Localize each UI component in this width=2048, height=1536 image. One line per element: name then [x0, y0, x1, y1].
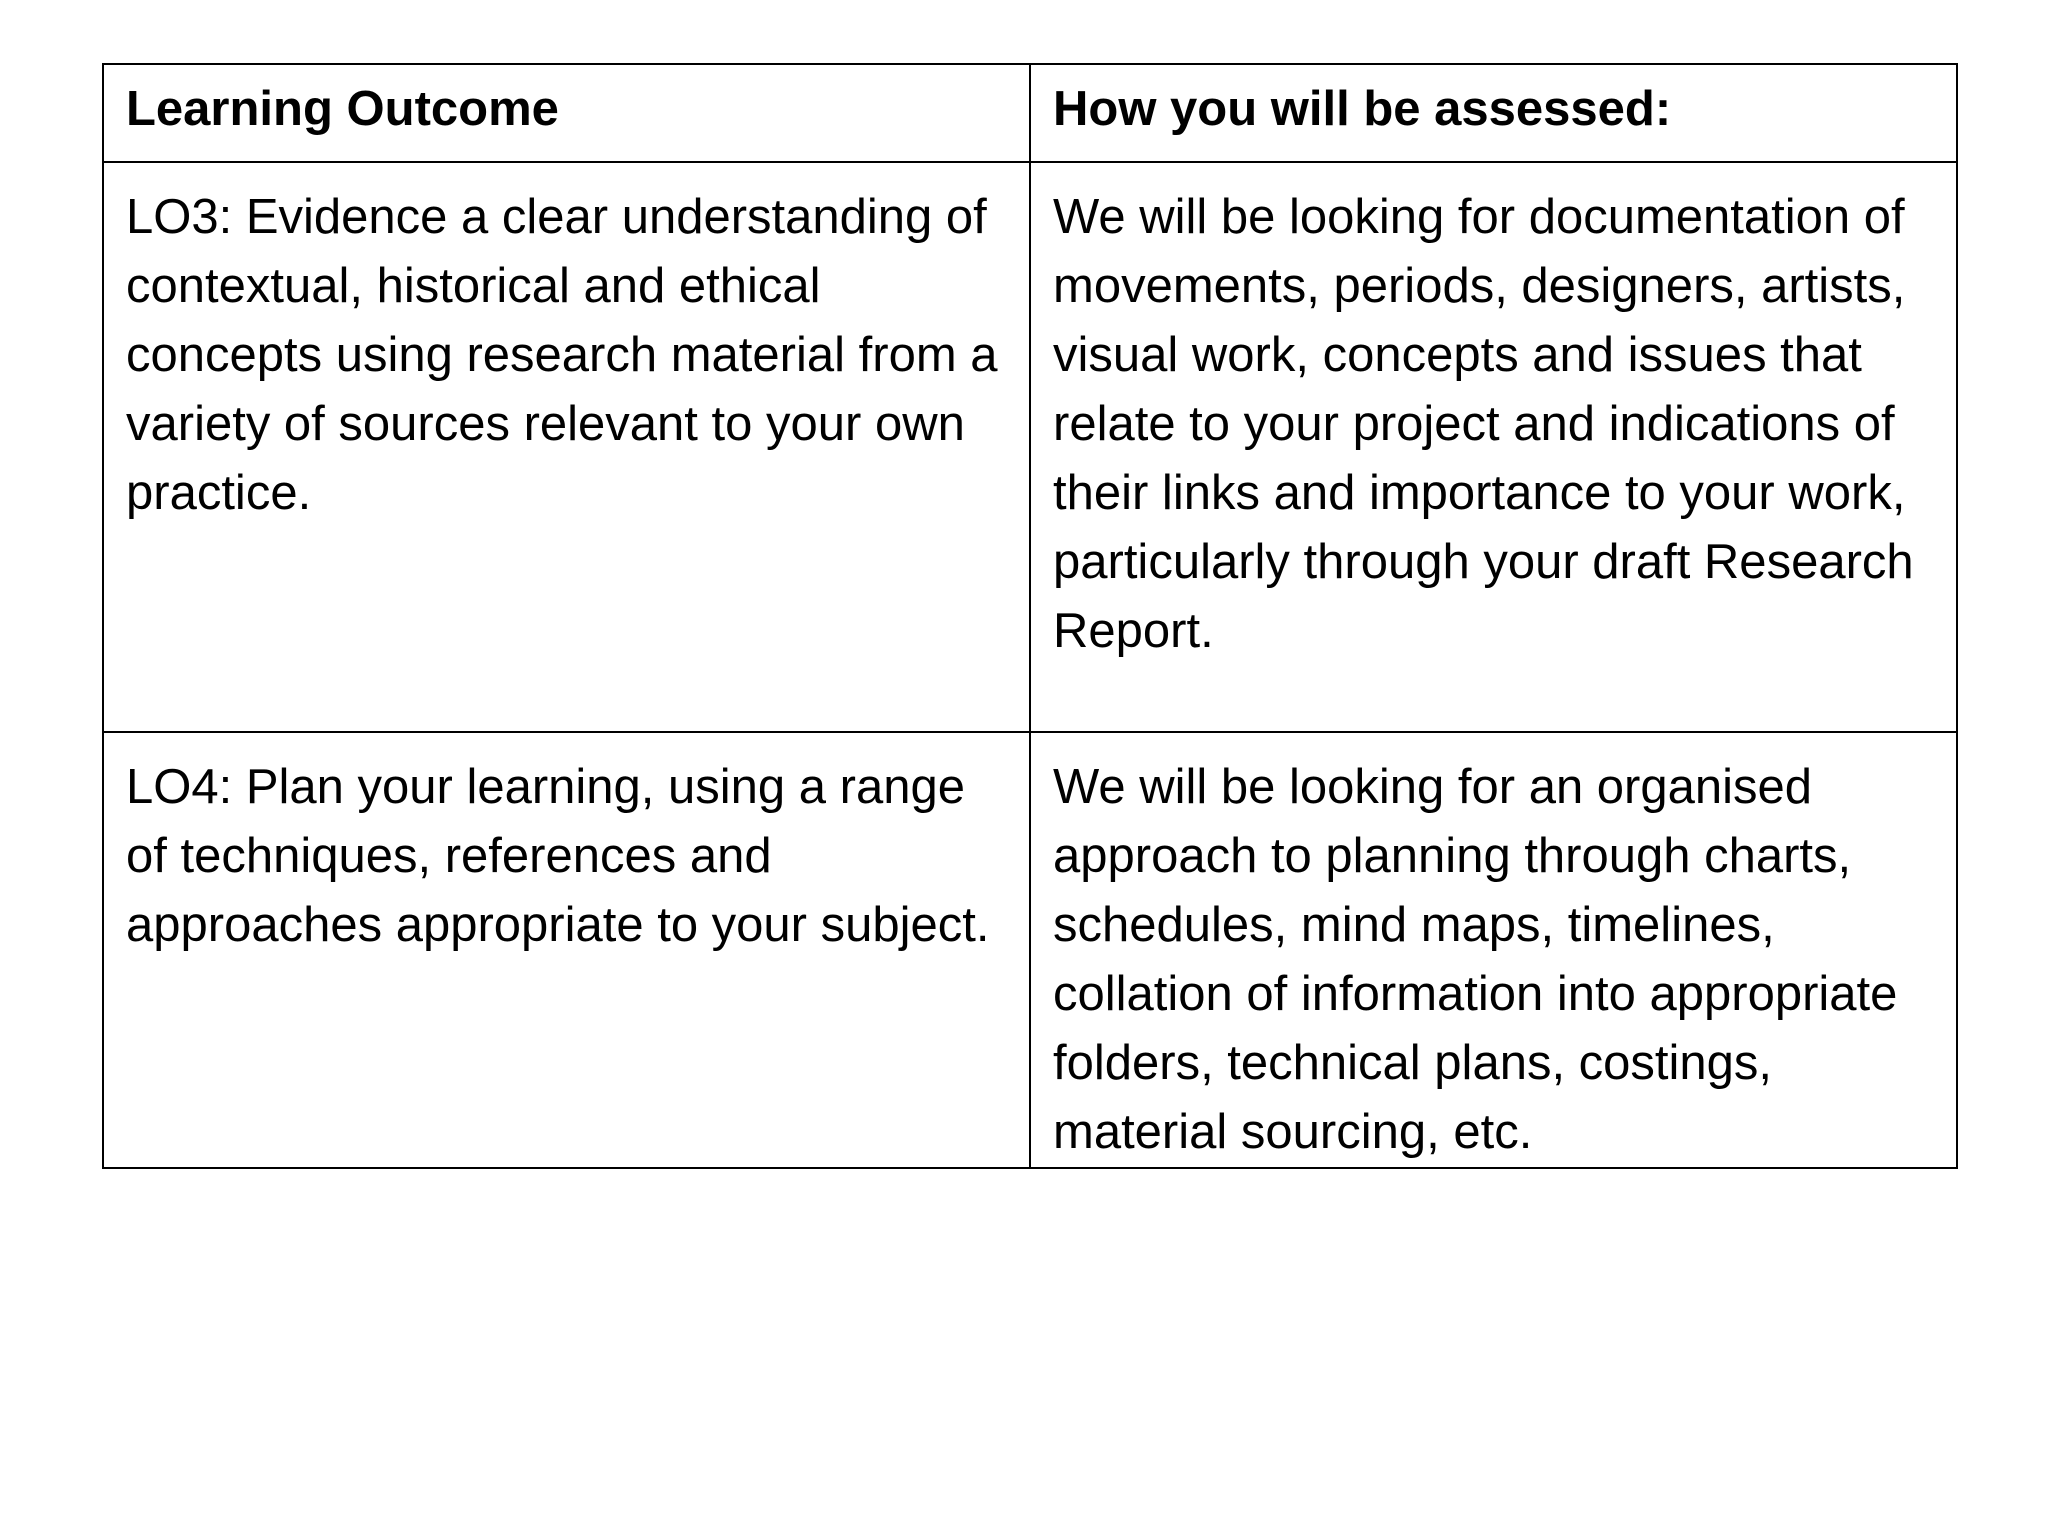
- header-learning-outcome: Learning Outcome: [103, 64, 1030, 162]
- header-assessment-method: How you will be assessed:: [1030, 64, 1957, 162]
- table-header-row: [103, 64, 1957, 162]
- lo3-outcome-cell: LO3: Evidence a clear understanding of contextual, historical and ethical concepts using research material from a variety of sources relevant to your own practice.: [103, 162, 1030, 732]
- lo4-assessment-cell: We will be looking for an organised approach to planning through charts, schedules, mind maps, timelines, collation of information into appropriate folders, technical plans, costings, material sourcing, etc.: [1030, 732, 1957, 1168]
- table-row: [103, 732, 1957, 1168]
- lo3-assessment-cell: We will be looking for documentation of movements, periods, designers, artists, visual work, concepts and issues that relate to your project and indications of their links and importance to your work, particularly through your draft Research Report.: [1030, 162, 1957, 732]
- assessment-table: [102, 63, 1958, 1169]
- lo4-outcome-cell: LO4: Plan your learning, using a range of techniques, references and approaches appropriate to your subject.: [103, 732, 1030, 1168]
- table-row: [103, 162, 1957, 732]
